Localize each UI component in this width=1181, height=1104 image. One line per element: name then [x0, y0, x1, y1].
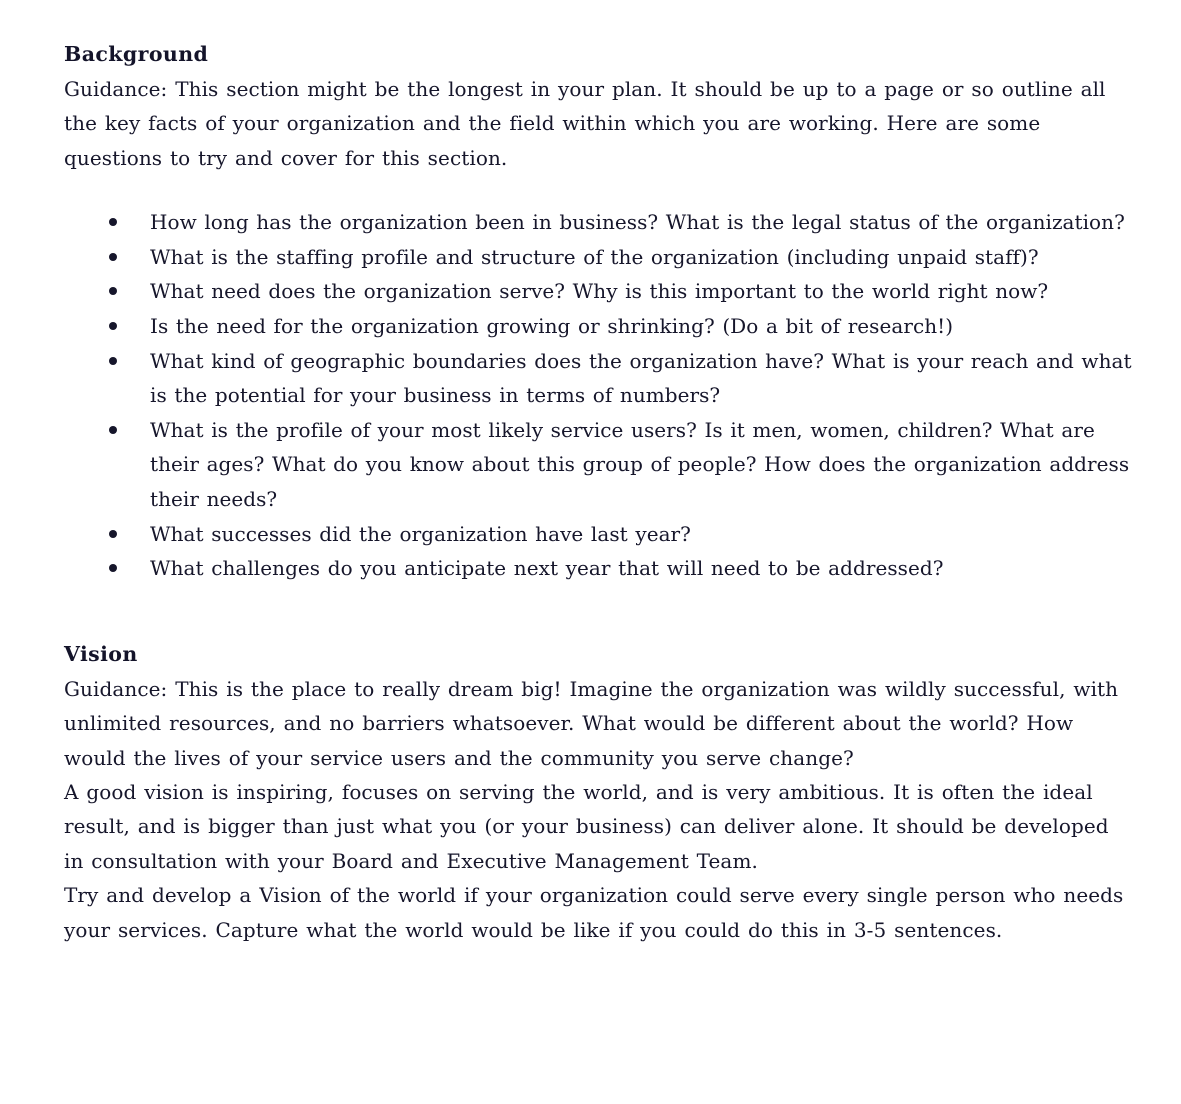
- bullet-disc-icon: [109, 357, 117, 365]
- list-item-text: What challenges do you anticipate next year that will need to be addressed?: [150, 556, 944, 581]
- background-heading: Background: [64, 42, 209, 66]
- list-item-text: What kind of geographic boundaries does the organization have? What is your reach and what is the potential for your business in terms of numbers?: [150, 348, 1132, 408]
- list-item: [64, 309, 1133, 344]
- bullet-disc-icon: [109, 287, 117, 295]
- background-guidance-paragraph: Guidance: This section might be the longest in your plan. It should be up to a page or so outline all the key facts of your organization and the field within which you are working. Here are some questions to try and cover for this section.: [64, 77, 1106, 170]
- list-item-text: What is the staffing profile and structure of the organization (including unpaid staff)?: [150, 244, 1039, 269]
- vision-paragraph-three: Try and develop a Vision of the world if your organization could serve every single person who needs your services. Capture what the world would be like if you could do this in 3-5 sentences.: [64, 883, 1124, 942]
- list-item-text: What need does the organization serve? Why is this important to the world right now?: [150, 279, 1049, 304]
- vision-paragraph-two: A good vision is inspiring, focuses on serving the world, and is very ambitious. It is often the ideal result, and is bigger than just what you (or your business) can deliver alone. It should be developed in consultation with your Board and Executive Management Team.: [64, 779, 1109, 873]
- list-item: [64, 551, 1133, 586]
- vision-section: [64, 638, 1133, 947]
- bullet-disc-icon: [109, 253, 117, 261]
- list-item: [64, 413, 1133, 517]
- list-item: [64, 517, 1133, 552]
- background-question-list: [64, 205, 1133, 586]
- list-item: [64, 205, 1133, 240]
- list-item-text: How long has the organization been in business? What is the legal status of the organization?: [150, 210, 1125, 235]
- list-item: [64, 240, 1133, 275]
- list-item: [64, 344, 1133, 413]
- bullet-disc-icon: [109, 322, 117, 330]
- bullet-disc-icon: [109, 426, 117, 434]
- section-spacer: [64, 586, 1133, 638]
- list-item-text: Is the need for the organization growing or shrinking? (Do a bit of research!): [150, 314, 954, 338]
- bullet-disc-icon: [109, 530, 117, 538]
- vision-heading: Vision: [64, 641, 138, 666]
- vision-guidance-paragraph: Guidance: This is the place to really dream big! Imagine the organization was wildly successful, with unlimited resources, and no barriers whatsoever. What would be different about the world? How would the lives of your service users and the community you serve change?: [64, 676, 1119, 770]
- bullet-disc-icon: [109, 564, 117, 572]
- list-item-text: What successes did the organization have last year?: [150, 521, 691, 546]
- bullet-disc-icon: [109, 218, 117, 226]
- list-item-text: What is the profile of your most likely service users? Is it men, women, children? What are their ages? What do you know about this group of people? How does the organization address their needs?: [150, 417, 1130, 511]
- background-section: [64, 38, 1133, 586]
- list-item: [64, 274, 1133, 309]
